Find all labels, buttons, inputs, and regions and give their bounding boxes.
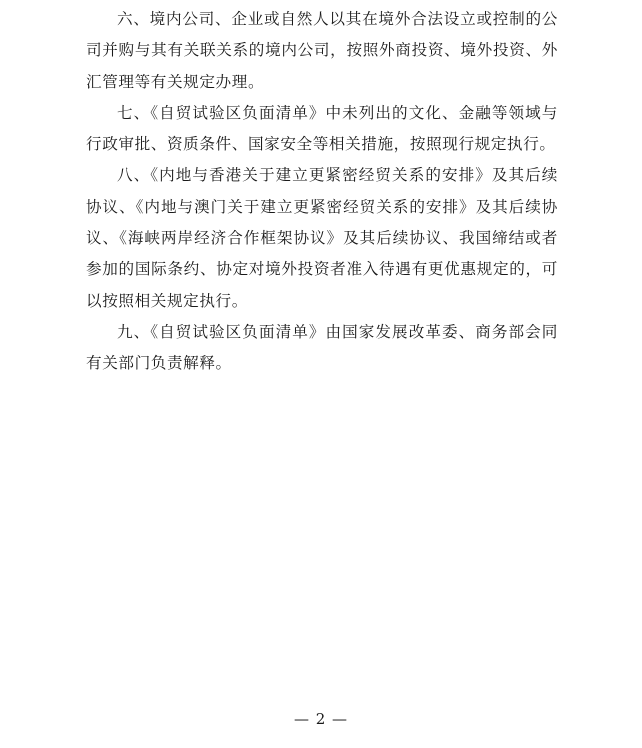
- paragraph-8: 八、《内地与香港关于建立更紧密经贸关系的安排》及其后续协议、《内地与澳门关于建立更紧密经贸关系的安排》及其后续协议、《海峡两岸经济合作框架协议》及其后续协议、我国缔结或者参加的国际条约、协定对境外投资者准入待遇有更优惠规定的，可以按照相关规定执行。: [86, 166, 558, 310]
- paragraph-6: 六、境内公司、企业或自然人以其在境外合法设立或控制的公司并购与其有关联关系的境内公司，按照外商投资、境外投资、外汇管理等有关规定办理。: [86, 10, 558, 91]
- document-body: [86, 4, 558, 380]
- page-number: — 2 —: [293, 710, 349, 728]
- paragraph-7: 七、《自贸试验区负面清单》中未列出的文化、金融等领域与行政审批、资质条件、国家安全等相关措施，按照现行规定执行。: [86, 103, 558, 154]
- paragraph-9: 九、《自贸试验区负面清单》由国家发展改革委、商务部会同有关部门负责解释。: [86, 322, 558, 373]
